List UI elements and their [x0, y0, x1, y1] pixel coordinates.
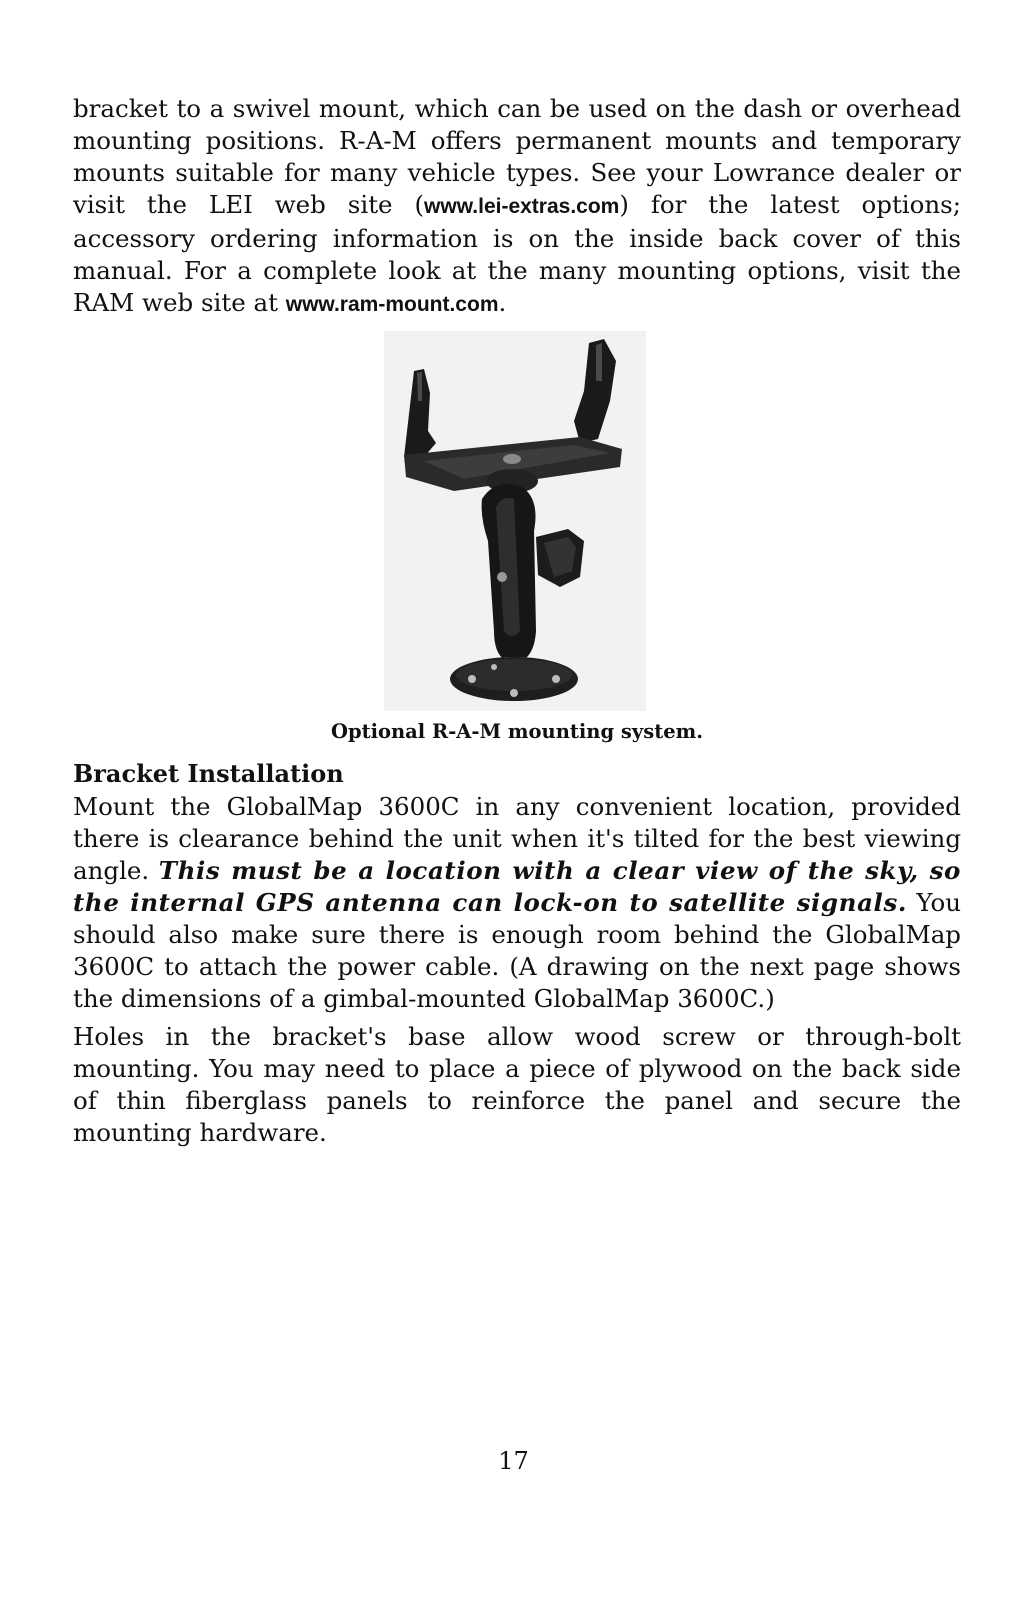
section-heading: Bracket Installation	[73, 759, 344, 788]
page-number: 17	[498, 1447, 529, 1475]
figure-caption: Optional R-A-M mounting system.	[330, 720, 704, 743]
intro-text-2: ) for the latest options; accessory ordering information is on the inside back cover of this manual. For a complete look at the many mounting options, visit the RAM web site at	[73, 190, 961, 317]
ram-mount-photo	[384, 331, 646, 711]
bracket-p1-emphasis: This must be a location with a clear view of the sky, so the internal GPS antenna can lock-on to satellite signals.	[73, 856, 961, 917]
manual-page	[73, 93, 961, 1149]
intro-text-1: bracket to a swivel mount, which can be used on the dash or overhead mounting positions. R-A-M offers permanent mounts and temporary mounts suitable for many vehicle types. See your Lowrance dealer or visit the LEI web site (	[73, 94, 961, 219]
bracket-paragraph-2: Holes in the bracket's base allow wood screw or through-bolt mounting. You may need to place a piece of plywood on the back side of thin fiberglass panels to reinforce the panel and secure the mounting hardware.	[73, 1022, 961, 1147]
bracket-p1-start: Mount the GlobalMap 3600C in any convenient location, provided there is clearance behind the unit when it's tilted for the best viewing angle.	[73, 792, 961, 885]
bracket-p1-end: You should also make sure there is enough room behind the GlobalMap 3600C to attach the power cable. (A drawing on the next page shows the dimensions of a gimbal-mounted GlobalMap 3600C.)	[73, 888, 961, 1013]
lei-extras-link[interactable]: www.lei-extras.com	[424, 195, 620, 218]
ram-mount-link[interactable]: www.ram-mount.com	[285, 293, 499, 316]
bracket-paragraph-1	[73, 791, 961, 1015]
ram-mount-illustration	[384, 331, 646, 711]
intro-paragraph	[73, 93, 961, 321]
intro-text-3: .	[498, 288, 507, 317]
